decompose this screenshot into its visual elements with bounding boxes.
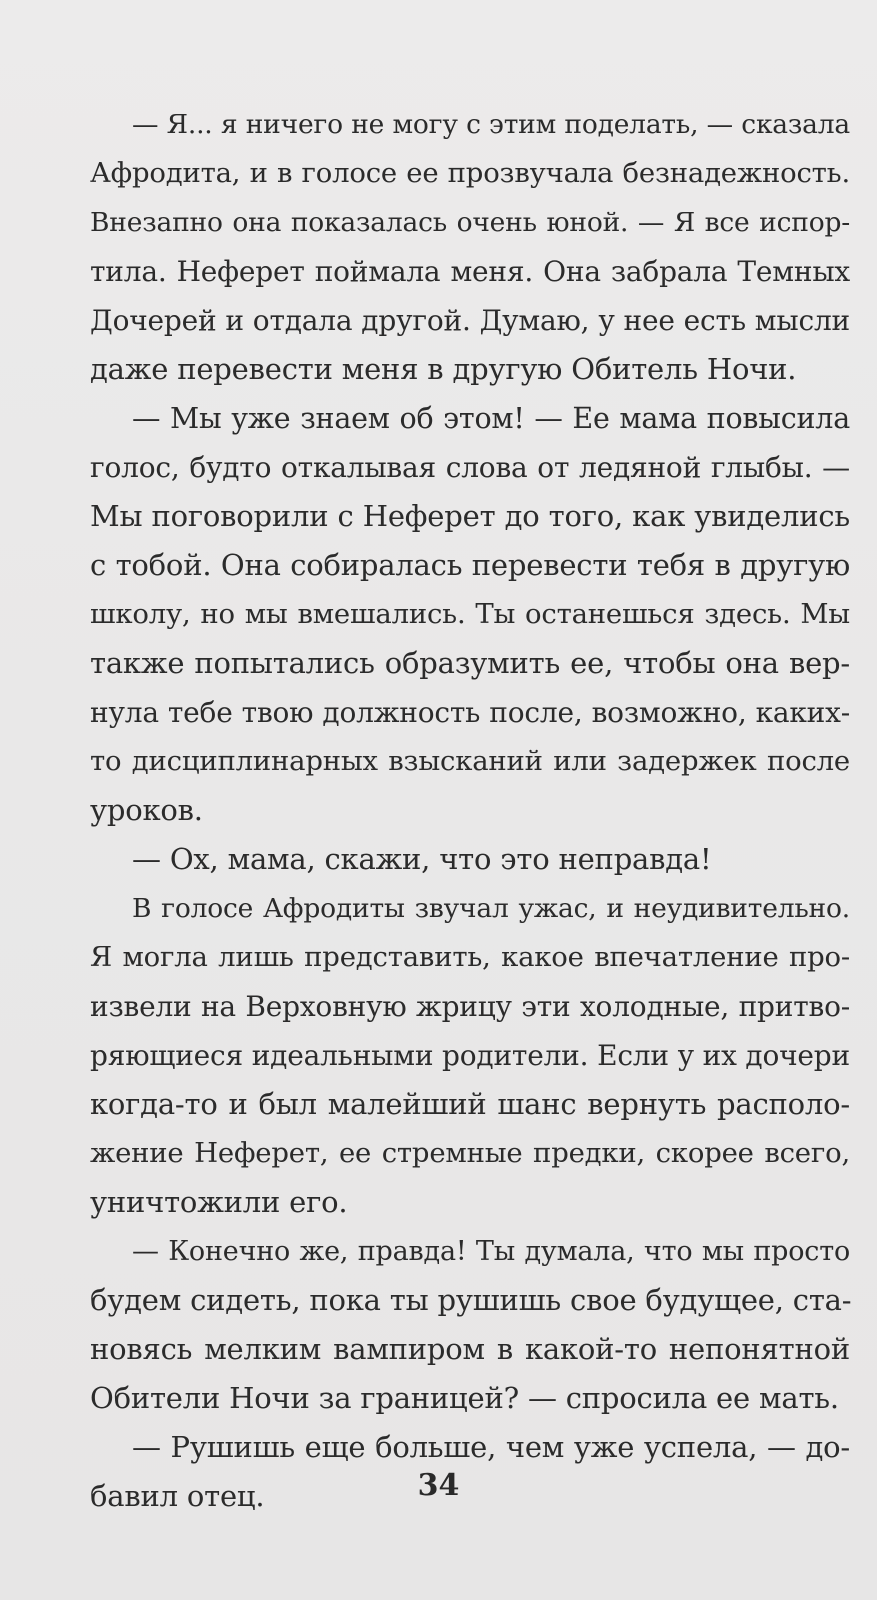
page-number: 34	[417, 1468, 460, 1503]
text-line: когда-то и был малейший шанс вернуть располо-	[90, 1087, 850, 1121]
text-line: то дисциплинарных взысканий или задержек после	[90, 745, 850, 777]
text-line: Мы поговорили с Неферет до того, как увиделись	[90, 499, 850, 533]
text-line: Дочерей и отдала другой. Думаю, у нее есть мысли	[90, 304, 850, 337]
text-line: Внезапно она показалась очень юной. — Я все испор-	[90, 207, 850, 238]
text-line: даже перевести меня в другую Обитель Ночи.	[90, 352, 797, 386]
body-text	[90, 100, 850, 1521]
text-line: уничтожили его.	[90, 1185, 348, 1219]
text-line: новясь мелким вампиром в какой-то непонятной	[90, 1332, 850, 1366]
text-line: школу, но мы вмешались. Ты останешься здесь. Мы	[90, 598, 850, 630]
text-line: также попытались образумить ее, чтобы она вер-	[90, 646, 850, 680]
text-line: Обители Ночи за границей? — спросила ее мать.	[90, 1381, 839, 1415]
text-line: извели на Верховную жрицу эти холодные, притво-	[90, 990, 850, 1023]
text-line: ряющиеся идеальными родители. Если у их дочери	[90, 1039, 850, 1072]
text-line: бавил отец.	[90, 1479, 265, 1513]
text-line: — Мы уже знаем об этом! — Ее мама повысила	[132, 402, 850, 435]
text-line: нула тебе твою должность после, возможно, каких-	[90, 696, 850, 729]
text-line: — Я... я ничего не могу с этим поделать, — сказала	[132, 109, 850, 140]
text-line: тила. Неферет поймала меня. Она забрала Темных	[90, 255, 850, 288]
text-line: — Ох, мама, скажи, что это неправда!	[132, 842, 712, 876]
text-line: голос, будто откалывая слова от ледяной глыбы. —	[90, 451, 850, 484]
text-line: Я могла лишь представить, какое впечатление про-	[90, 941, 850, 973]
text-line: Афродита, и в голосе ее прозвучала безнадежность.	[90, 157, 850, 189]
text-line: уроков.	[90, 793, 203, 827]
text-line: В голосе Афродиты звучал ужас, и неудивительно.	[132, 893, 850, 924]
text-line: будем сидеть, пока ты рушишь свое будущее, ста-	[90, 1283, 852, 1317]
text-line: — Рушишь еще больше, чем уже успела, — до-	[132, 1430, 850, 1464]
text-line: с тобой. Она собиралась перевести тебя в другую	[90, 548, 850, 582]
text-line: — Конечно же, правда! Ты думала, что мы просто	[132, 1236, 850, 1267]
text-line: жение Неферет, ее стремные предки, скорее всего,	[90, 1137, 850, 1169]
